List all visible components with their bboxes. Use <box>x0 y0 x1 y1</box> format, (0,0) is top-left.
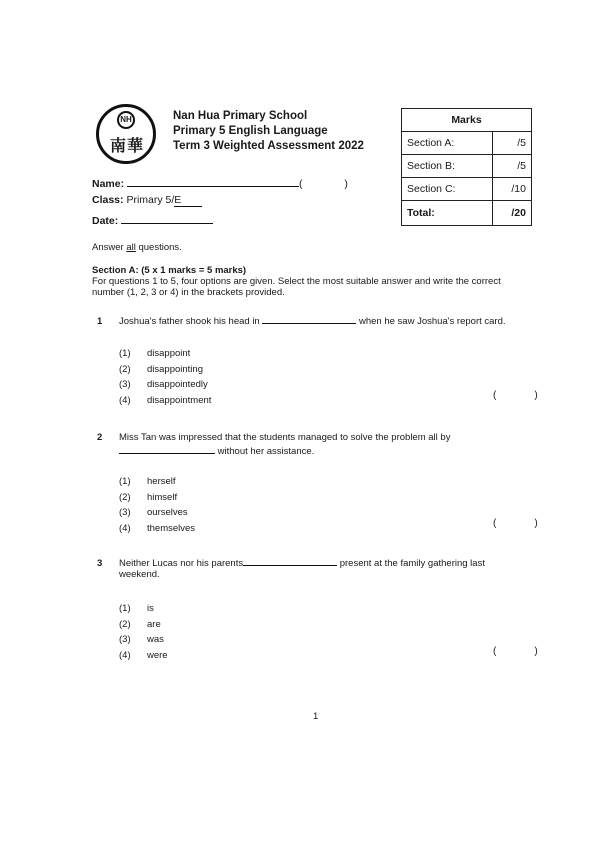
answer-prefix: Answer <box>92 242 127 253</box>
question-text-line2: weekend. <box>119 569 160 580</box>
question-text <box>119 558 539 580</box>
option <box>119 487 195 503</box>
section-a-desc-1: For questions 1 to 5, four options are given. Select the most suitable answer and write the correct <box>92 276 501 287</box>
question-text-before: Neither Lucas nor his parents <box>119 558 244 569</box>
options-list <box>119 343 211 405</box>
option-text: were <box>147 649 168 661</box>
bracket-close: ) <box>534 646 538 657</box>
option <box>119 614 168 630</box>
section-a-desc-2: number (1, 2, 3 or 4) in the brackets provided. <box>92 287 285 298</box>
bracket-open: ( <box>493 518 497 529</box>
option-text: are <box>147 618 161 630</box>
option <box>119 645 168 661</box>
option-number: (3) <box>119 634 131 645</box>
answer-blank[interactable] <box>119 443 215 454</box>
logo-text: 南華 <box>109 136 144 155</box>
option-number: (4) <box>119 522 131 534</box>
bracket-close: ) <box>534 390 538 401</box>
option <box>119 502 195 518</box>
answer-instruction <box>92 242 182 253</box>
option-number: (4) <box>119 394 131 406</box>
option <box>119 471 195 487</box>
options-list <box>119 471 195 533</box>
date-blank[interactable] <box>121 212 213 224</box>
option-text: disappointedly <box>147 379 208 390</box>
name-paren-open: ( <box>299 178 303 190</box>
question-text <box>119 316 539 327</box>
option-number: (1) <box>119 348 131 359</box>
option-number: (2) <box>119 491 131 503</box>
bracket-open: ( <box>493 646 497 657</box>
answer-bracket[interactable] <box>493 518 538 529</box>
section-a-title: Section A: (5 x 1 marks = 5 marks) <box>92 265 247 276</box>
option <box>119 343 211 359</box>
question-number: 1 <box>97 316 103 327</box>
marks-row-label: Section B: <box>402 155 493 178</box>
marks-row <box>402 132 532 155</box>
option-text: is <box>147 603 154 614</box>
assessment-title: Term 3 Weighted Assessment 2022 <box>173 140 364 152</box>
answer-blank[interactable] <box>243 565 337 566</box>
option-number: (1) <box>119 476 131 487</box>
class-value: Primary 5/ <box>126 194 175 206</box>
name-row <box>92 175 348 190</box>
name-blank[interactable] <box>127 175 299 187</box>
marks-total-label: Total: <box>402 201 493 226</box>
date-row <box>92 212 213 227</box>
option <box>119 359 211 375</box>
marks-table <box>401 108 532 226</box>
option <box>119 629 168 645</box>
logo-badge: NH <box>117 111 135 129</box>
section-a-header <box>92 265 542 298</box>
school-name: Nan Hua Primary School <box>173 110 308 122</box>
answer-all: all <box>126 242 136 253</box>
name-label: Name: <box>92 178 125 190</box>
option-text: disappointing <box>147 363 203 375</box>
answer-bracket[interactable] <box>493 390 538 401</box>
class-row <box>92 194 202 207</box>
question-text-before: Miss Tan was impressed that the students managed to solve the problem all by <box>119 432 451 443</box>
option-text: disappointment <box>147 394 212 406</box>
option-number: (4) <box>119 649 131 661</box>
marks-total-value: /20 <box>492 201 531 226</box>
marks-row-label: Section C: <box>402 178 493 201</box>
question-number: 3 <box>97 558 103 569</box>
marks-row-label: Section A: <box>402 132 493 155</box>
marks-row-value: /5 <box>492 132 531 155</box>
option <box>119 390 211 406</box>
question-text-after: present at the family gathering last <box>339 558 485 569</box>
question-text-after: when he saw Joshua's report card. <box>359 316 506 327</box>
question-text-before: Joshua's father shook his head in <box>119 316 260 327</box>
question-text <box>119 432 539 457</box>
answer-suffix: questions. <box>135 242 182 253</box>
question-text-line2: without her assistance. <box>217 446 315 457</box>
option <box>119 598 168 614</box>
option-number: (3) <box>119 507 131 518</box>
option-number: (1) <box>119 603 131 614</box>
option <box>119 374 211 390</box>
marks-row <box>402 178 532 201</box>
marks-total-row <box>402 201 532 226</box>
marks-row <box>402 155 532 178</box>
option-text: disappoint <box>147 348 191 359</box>
option-number: (2) <box>119 363 131 375</box>
school-logo <box>96 104 156 164</box>
option-text: themselves <box>147 522 196 534</box>
class-letter[interactable]: E <box>174 194 202 207</box>
answer-bracket[interactable] <box>493 646 538 657</box>
answer-blank[interactable] <box>262 323 356 324</box>
option-number: (3) <box>119 379 131 390</box>
name-paren-close: ) <box>344 178 348 190</box>
school-header <box>173 109 364 154</box>
marks-row-value: /10 <box>492 178 531 201</box>
marks-row-value: /5 <box>492 155 531 178</box>
subject-title: Primary 5 English Language <box>173 125 328 137</box>
option-number: (2) <box>119 618 131 630</box>
bracket-close: ) <box>534 518 538 529</box>
marks-title: Marks <box>402 109 532 132</box>
options-list <box>119 598 168 660</box>
option-text: himself <box>147 491 178 503</box>
class-label: Class: <box>92 194 124 206</box>
bracket-open: ( <box>493 390 497 401</box>
option <box>119 518 195 534</box>
option-text: ourselves <box>147 507 188 518</box>
option-text: was <box>147 634 164 645</box>
page-number: 1 <box>313 711 319 722</box>
option-text: herself <box>147 476 176 487</box>
date-label: Date: <box>92 215 119 227</box>
question-number: 2 <box>97 432 103 443</box>
